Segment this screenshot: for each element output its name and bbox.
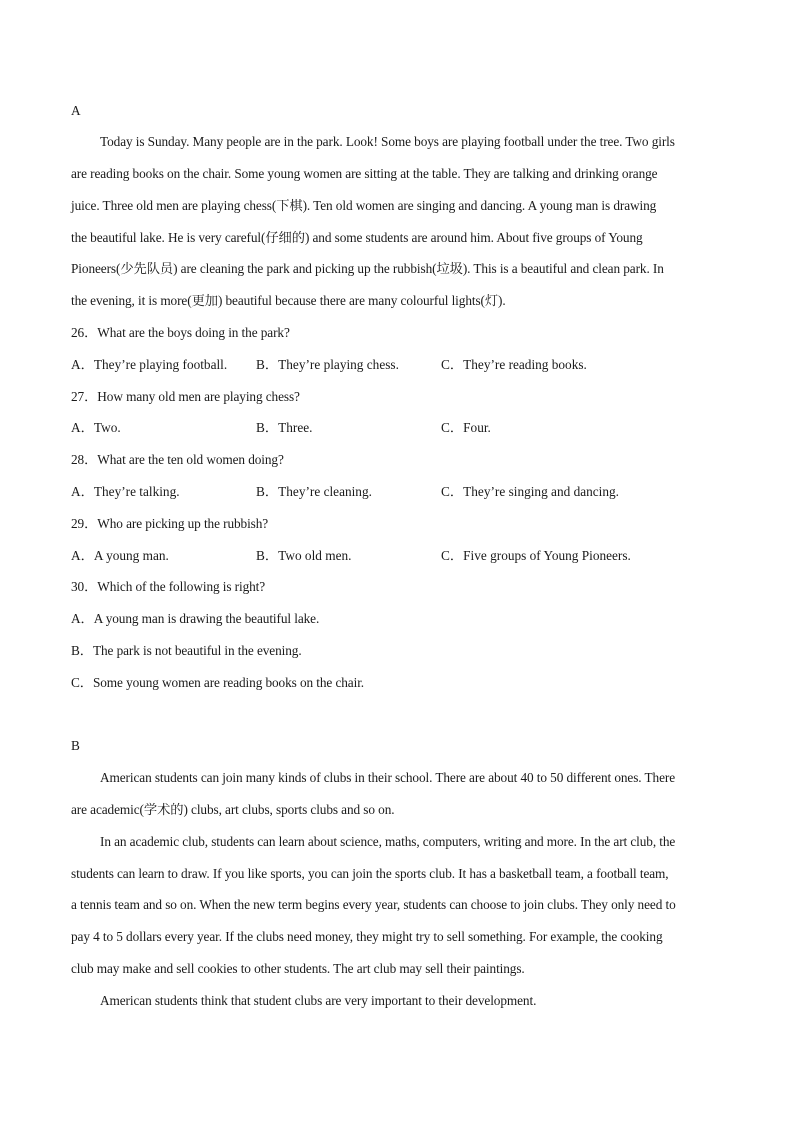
option-b: B．They’re cleaning. [256,484,372,499]
option-a: A．A young man is drawing the beautiful lake. [71,611,320,626]
passage-a-label: A [71,103,81,118]
option-c: C．Five groups of Young Pioneers. [441,548,631,563]
question-27: 27．How many old men are playing chess? [71,389,300,404]
option-c: C．Four. [441,420,491,435]
question-28: 28．What are the ten old women doing? [71,452,284,467]
question-26: 26．What are the boys doing in the park? [71,325,290,340]
passage-b-label: B [71,738,80,753]
option-c: C．They’re singing and dancing. [441,484,619,499]
passage-b-line: American students can join many kinds of clubs in their school. There are about 40 to 50 different ones. There [100,770,676,785]
passage-b-line: In an academic club, students can learn about science, maths, computers, writing and more. In the art club, the [100,834,676,849]
option-a: A．They’re talking. [71,484,180,499]
question-30: 30．Which of the following is right? [71,579,266,594]
option-b: B．The park is not beautiful in the evening. [71,643,302,658]
passage-b-line: club may make and sell cookies to other students. The art club may sell their paintings. [71,961,525,976]
passage-b-line: American students think that student clubs are very important to their development. [100,993,537,1008]
options-28 [71,483,731,501]
options-27 [71,419,731,437]
passage-a-line: juice. Three old men are playing chess(下棋). Ten old women are singing and dancing. A young man is drawing [71,198,657,213]
option-b: B．Two old men. [256,548,352,563]
option-c: C．They’re reading books. [441,357,587,372]
question-29: 29．Who are picking up the rubbish? [71,516,269,531]
option-c: C．Some young women are reading books on the chair. [71,675,365,690]
passage-b-line: a tennis team and so on. When the new term begins every year, students can choose to join clubs. They only need to [71,897,676,912]
passage-a-line: the beautiful lake. He is very careful(仔细的) and some students are around him. About five groups of Young [71,230,643,245]
passage-a-line: Pioneers(少先队员) are cleaning the park and picking up the rubbish(垃圾). This is a beautiful and clean park. In [71,261,664,276]
option-b: B．Three. [256,420,313,435]
option-a: A．A young man. [71,548,169,563]
options-29 [71,547,731,565]
passage-a-line: the evening, it is more(更加) beautiful because there are many colourful lights(灯). [71,293,506,308]
passage-a-line: are reading books on the chair. Some young women are sitting at the table. They are talking and drinking orange [71,166,658,181]
option-b: B．They’re playing chess. [256,357,399,372]
passage-b-line: pay 4 to 5 dollars every year. If the clubs need money, they might try to sell something. For example, the cooking [71,929,663,944]
option-a: A．Two. [71,420,121,435]
option-a: A．They’re playing football. [71,357,228,372]
options-26 [71,356,731,374]
passage-a-line: Today is Sunday. Many people are in the park. Look! Some boys are playing football under the tree. Two girls [100,134,675,149]
passage-b-line: are academic(学术的) clubs, art clubs, sports clubs and so on. [71,802,395,817]
passage-b-line: students can learn to draw. If you like sports, you can join the sports club. It has a basketball team, a football team, [71,866,669,881]
